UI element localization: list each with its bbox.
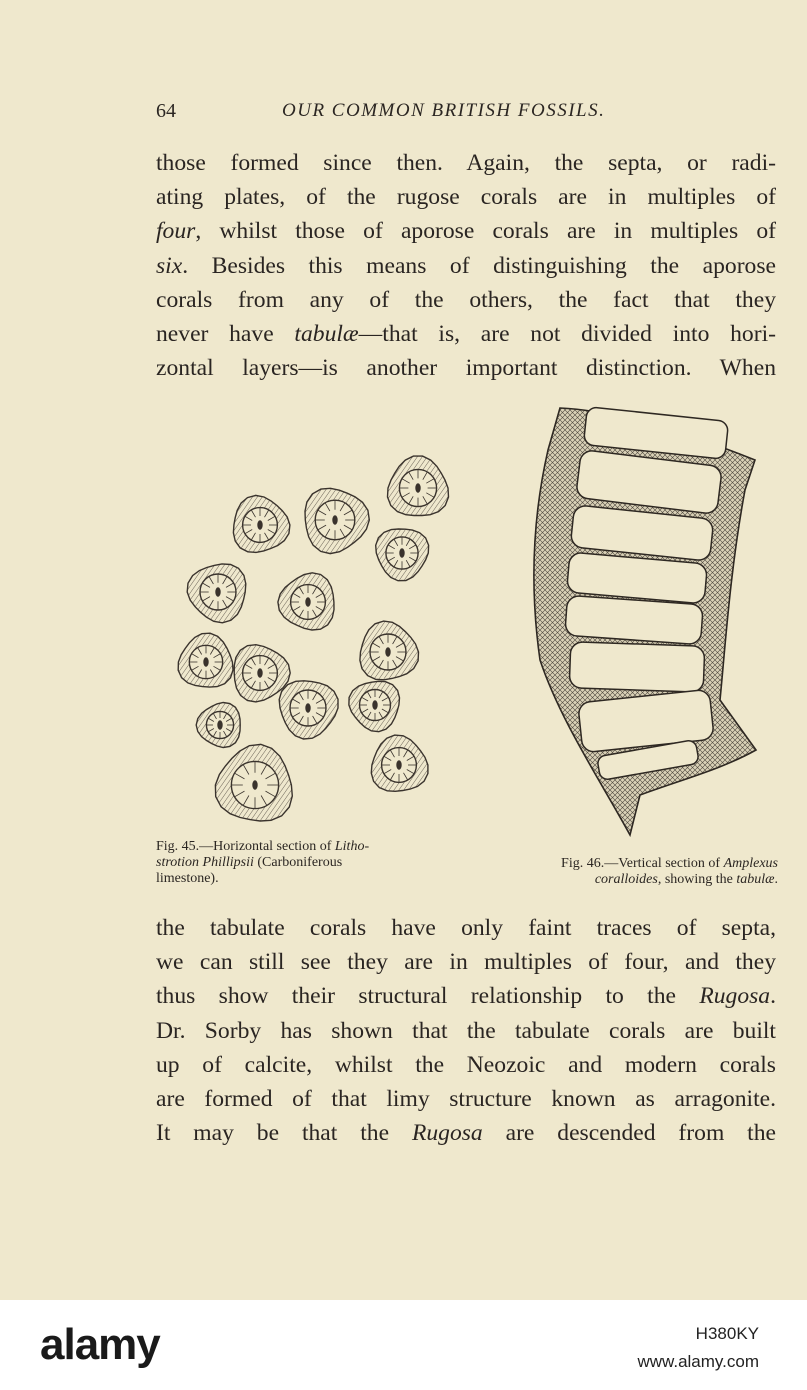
figure-46-caption: Fig. 46.—Vertical section of Amplexus coralloides, showing the tabulæ. — [561, 856, 778, 887]
text-line: never have tabulæ—that is, are not divided into hori- — [156, 320, 776, 347]
text-line: six. Besides this means of distinguishing the aporose — [156, 252, 776, 279]
columella — [306, 704, 310, 712]
text-line: we can still see they are in multiples of four, and they — [156, 949, 776, 976]
alamy-logo: alamy — [40, 1320, 160, 1369]
columella — [416, 484, 420, 492]
columella — [204, 658, 208, 666]
columella — [386, 648, 390, 656]
text-line: It may be that the Rugosa are descended from the — [156, 1120, 777, 1147]
columella — [258, 669, 262, 677]
columella — [306, 598, 310, 606]
page-header — [156, 98, 776, 128]
text-line: thus show their structural relationship to the Rugosa. — [156, 983, 776, 1010]
watermark-url: www.alamy.com — [637, 1352, 759, 1371]
columella — [373, 701, 377, 709]
image-id: H380KY — [695, 1324, 759, 1343]
text-line: ating plates, of the rugose corals are in multiples of — [156, 184, 776, 211]
figure-46-illustration — [520, 400, 765, 840]
text-line: the tabulate corals have only faint traces of septa, — [156, 915, 776, 941]
columella — [218, 721, 222, 729]
running-title: OUR COMMON BRITISH FOSSILS. — [282, 100, 606, 121]
columella — [258, 521, 262, 529]
text-line: four, whilst those of aporose corals are in multiples of — [156, 218, 776, 245]
columella — [400, 549, 404, 557]
text-line: are formed of that limy structure known as arragonite. — [156, 1085, 776, 1112]
stock-watermark-bar — [0, 1300, 807, 1390]
page-number: 64 — [156, 100, 176, 122]
paragraph-top — [156, 146, 776, 385]
columella — [216, 588, 220, 596]
columella — [333, 516, 337, 524]
text-line: up of calcite, whilst the Neozoic and modern corals — [156, 1051, 776, 1078]
figure-45-illustration — [170, 440, 470, 830]
figure-45-caption: Fig. 45.—Horizontal section of Litho- strotion Phillipsii (Carboniferous limestone). — [156, 839, 370, 886]
watermark-info — [637, 1320, 759, 1376]
text-line: those formed since then. Again, the septa, or radi- — [156, 150, 776, 176]
columella — [397, 761, 401, 769]
text-line: Dr. Sorby has shown that the tabulate corals are built — [156, 1017, 776, 1044]
text-line: zontal layers—is another important distinction. When — [156, 355, 776, 382]
text-line: corals from any of the others, the fact that they — [156, 286, 776, 313]
paragraph-bottom — [156, 911, 776, 1150]
columella — [253, 781, 257, 789]
